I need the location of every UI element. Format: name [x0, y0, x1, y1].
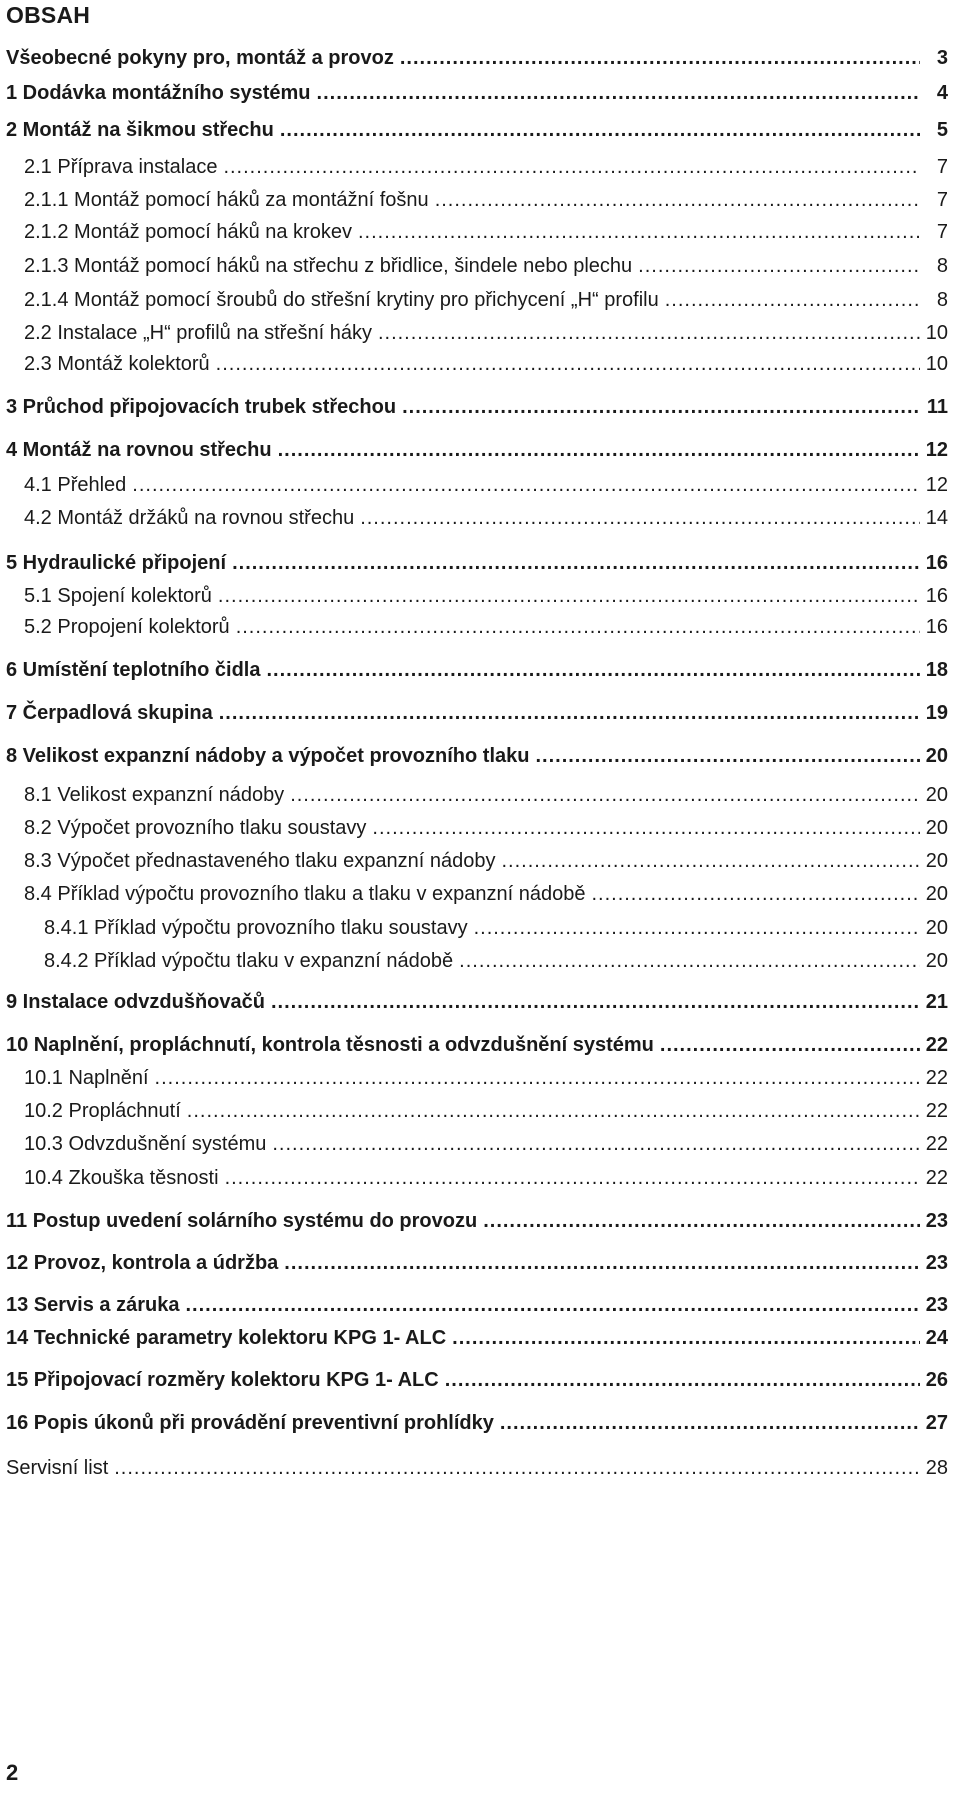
toc-dot-leader: [501, 847, 920, 875]
toc-dot-leader: [445, 1366, 920, 1394]
toc-entry-title: 6 Umístění teplotního čidla: [6, 659, 261, 681]
toc-entry-page: 20: [925, 917, 948, 939]
toc-dot-leader: [218, 582, 920, 610]
toc-entry[interactable]: [0, 286, 948, 314]
toc-entry-title: 5 Hydraulické připojení: [6, 552, 227, 574]
toc-entry[interactable]: [0, 582, 948, 610]
toc-dot-leader: [452, 1324, 920, 1352]
toc-entry-title: 14 Technické parametry kolektoru KPG 1- ALC: [6, 1327, 447, 1349]
toc-dot-leader: [474, 914, 920, 942]
toc-dot-leader: [223, 153, 920, 181]
toc-entry[interactable]: [0, 947, 948, 975]
toc-entry-page: 20: [925, 883, 948, 905]
toc-dot-leader: [358, 218, 920, 246]
toc-entry-title: 15 Připojovací rozměry kolektoru KPG 1- ALC: [6, 1369, 439, 1391]
toc-entry-page: 7: [936, 189, 948, 211]
toc-entry-page: 23: [925, 1210, 948, 1232]
toc-entry-title: 4.1 Přehled: [24, 474, 127, 496]
toc-dot-leader: [219, 699, 920, 727]
toc-entry-page: 7: [936, 156, 948, 178]
toc-entry-page: 10: [925, 322, 948, 344]
toc-entry-title: 2.1.3 Montáž pomocí háků na střechu z břidlice, šindele nebo plechu: [24, 255, 633, 277]
toc-entry[interactable]: [0, 393, 948, 421]
toc-entry-title: 8.4 Příklad výpočtu provozního tlaku a tlaku v expanzní nádobě: [24, 883, 586, 905]
toc-dot-leader: [155, 1064, 920, 1092]
toc-entry-page: 18: [925, 659, 948, 681]
toc-entry[interactable]: [0, 350, 948, 378]
toc-entry-page: 20: [925, 784, 948, 806]
toc-entry-page: 5: [936, 119, 948, 141]
toc-entry-page: 16: [925, 552, 948, 574]
toc-entry-page: 4: [936, 82, 948, 104]
toc-dot-leader: [665, 286, 920, 314]
toc-entry-page: 8: [936, 255, 948, 277]
toc-entry[interactable]: [0, 781, 948, 809]
toc-entry-page: 26: [925, 1369, 948, 1391]
toc-entry[interactable]: [0, 1454, 948, 1482]
toc-entry[interactable]: [0, 656, 948, 684]
toc-entry-title: 8.1 Velikost expanzní nádoby: [24, 784, 285, 806]
toc-dot-leader: [280, 116, 920, 144]
page-number: 2: [6, 1760, 19, 1785]
toc-dot-leader: [272, 1130, 920, 1158]
toc-entry-page: 22: [925, 1034, 948, 1056]
toc-entry-title: 8.4.2 Příklad výpočtu tlaku v expanzní nádobě: [44, 950, 454, 972]
toc-entry-page: 12: [925, 439, 948, 461]
toc-dot-leader: [232, 549, 920, 577]
toc-entry-title: Servisní list: [6, 1457, 109, 1479]
toc-entry-title: 8.3 Výpočet přednastaveného tlaku expanzní nádoby: [24, 850, 496, 872]
toc-entry-page: 16: [925, 585, 948, 607]
toc-dot-leader: [187, 1097, 920, 1125]
toc-entry-title: 3 Průchod připojovacích trubek střechou: [6, 396, 397, 418]
toc-dot-leader: [271, 988, 920, 1016]
toc-entry-title: 10 Naplnění, propláchnutí, kontrola těsnosti a odvzdušnění systému: [6, 1034, 654, 1056]
toc-dot-leader: [459, 947, 920, 975]
toc-entry-title: 16 Popis úkonů při provádění preventivní prohlídky: [6, 1412, 494, 1434]
toc-dot-leader: [400, 44, 920, 72]
toc-entry[interactable]: [0, 186, 948, 214]
toc-entry[interactable]: [0, 914, 948, 942]
toc-entry-page: 20: [925, 817, 948, 839]
toc-entry-title: 10.2 Propláchnutí: [24, 1100, 181, 1122]
toc-entry-title: 2.1.2 Montáž pomocí háků na krokev: [24, 221, 352, 243]
toc-entry-title: 2.1.1 Montáž pomocí háků za montážní fošnu: [24, 189, 429, 211]
toc-entry-page: 24: [925, 1327, 948, 1349]
toc-entry-page: 23: [925, 1294, 948, 1316]
toc-entry[interactable]: [0, 699, 948, 727]
toc-dot-leader: [435, 186, 920, 214]
toc-entry[interactable]: [0, 79, 948, 107]
toc-dot-leader: [535, 742, 920, 770]
toc-entry-page: 22: [925, 1133, 948, 1155]
toc-entry[interactable]: [0, 1097, 948, 1125]
toc-entry[interactable]: [0, 988, 948, 1016]
toc-entry-page: 23: [925, 1252, 948, 1274]
toc-entry-title: 2.1 Příprava instalace: [24, 156, 218, 178]
toc-entry-title: 2.3 Montáž kolektorů: [24, 353, 210, 375]
toc-entry[interactable]: [0, 1064, 948, 1092]
toc-entry-title: 8.4.1 Příklad výpočtu provozního tlaku soustavy: [44, 917, 468, 939]
toc-dot-leader: [317, 79, 920, 107]
toc-entry-page: 3: [936, 47, 948, 69]
toc-entry-page: 22: [925, 1100, 948, 1122]
toc-entry-page: 22: [925, 1167, 948, 1189]
toc-dot-leader: [278, 436, 920, 464]
toc-entry[interactable]: [0, 436, 948, 464]
toc-entry-title: 5.2 Propojení kolektorů: [24, 616, 230, 638]
toc-entry-page: 14: [925, 507, 948, 529]
toc-dot-leader: [483, 1207, 920, 1235]
toc-entry-title: 11 Postup uvedení solárního systému do provozu: [6, 1210, 478, 1232]
toc-dot-leader: [236, 613, 920, 641]
toc-entry-page: 21: [925, 991, 948, 1013]
toc-entry[interactable]: [0, 613, 948, 641]
toc-entry-title: 8 Velikost expanzní nádoby a výpočet provozního tlaku: [6, 745, 530, 767]
toc-entry[interactable]: [0, 1164, 948, 1192]
toc-entry-page: 20: [925, 950, 948, 972]
toc-entry-title: 10.4 Zkouška těsnosti: [24, 1167, 219, 1189]
toc-dot-leader: [500, 1409, 920, 1437]
toc-entry-title: 2 Montáž na šikmou střechu: [6, 119, 274, 141]
toc-entry-title: 10.1 Naplnění: [24, 1067, 149, 1089]
toc-dot-leader: [216, 350, 920, 378]
toc-entry-title: Všeobecné pokyny pro, montáž a provoz: [6, 47, 394, 69]
toc-dot-leader: [132, 471, 920, 499]
toc-entry-title: 1 Dodávka montážního systému: [6, 82, 311, 104]
toc-entry-title: 5.1 Spojení kolektorů: [24, 585, 212, 607]
toc-entry[interactable]: [0, 742, 948, 770]
toc-entry-page: 20: [925, 850, 948, 872]
toc-entry-title: 9 Instalace odvzdušňovačů: [6, 991, 265, 1013]
toc-entry-page: 22: [925, 1067, 948, 1089]
toc-entry[interactable]: [0, 1249, 948, 1277]
toc-entry-title: 13 Servis a záruka: [6, 1294, 180, 1316]
toc-entry[interactable]: [0, 504, 948, 532]
toc-entry-page: 7: [936, 221, 948, 243]
toc-dot-leader: [591, 880, 920, 908]
toc-entry-page: 19: [925, 702, 948, 724]
toc-entry-page: 8: [936, 289, 948, 311]
toc-entry[interactable]: [0, 1291, 948, 1319]
toc-entry-title: 12 Provoz, kontrola a údržba: [6, 1252, 279, 1274]
toc-entry-title: 2.2 Instalace „H“ profilů na střešní háky: [24, 322, 372, 344]
toc-dot-leader: [114, 1454, 920, 1482]
toc-dot-leader: [284, 1249, 920, 1277]
toc-entry[interactable]: [0, 218, 948, 246]
toc-entry[interactable]: [0, 153, 948, 181]
toc-dot-leader: [266, 656, 920, 684]
toc-entry-page: 20: [925, 745, 948, 767]
toc-entry-title: 4.2 Montáž držáků na rovnou střechu: [24, 507, 355, 529]
toc-entry[interactable]: [0, 471, 948, 499]
toc-entry[interactable]: [0, 549, 948, 577]
toc-entry[interactable]: [0, 1366, 948, 1394]
page-title: OBSAH: [6, 2, 91, 28]
toc-entry-title: 4 Montáž na rovnou střechu: [6, 439, 272, 461]
toc-entry[interactable]: [0, 814, 948, 842]
toc-dot-leader: [372, 814, 920, 842]
toc-entry[interactable]: [0, 1324, 948, 1352]
toc-entry-page: 10: [925, 353, 948, 375]
toc-entry-page: 12: [925, 474, 948, 496]
toc-dot-leader: [378, 319, 920, 347]
toc-entry[interactable]: [0, 252, 948, 280]
toc-dot-leader: [360, 504, 920, 532]
toc-entry-page: 27: [925, 1412, 948, 1434]
toc-entry-title: 8.2 Výpočet provozního tlaku soustavy: [24, 817, 367, 839]
toc-dot-leader: [638, 252, 920, 280]
toc-entry[interactable]: [0, 1130, 948, 1158]
toc-entry[interactable]: [0, 880, 948, 908]
toc-entry[interactable]: [0, 1207, 948, 1235]
toc-dot-leader: [185, 1291, 920, 1319]
toc-entry[interactable]: [0, 116, 948, 144]
toc-entry[interactable]: [0, 1409, 948, 1437]
toc-dot-leader: [402, 393, 920, 421]
toc-dot-leader: [660, 1031, 920, 1059]
toc-dot-leader: [290, 781, 920, 809]
toc-entry[interactable]: [0, 319, 948, 347]
toc-entry-page: 28: [925, 1457, 948, 1479]
toc-entry-page: 16: [925, 616, 948, 638]
toc-entry[interactable]: [0, 1031, 948, 1059]
toc-entry-title: 10.3 Odvzdušnění systému: [24, 1133, 267, 1155]
toc-entry[interactable]: [0, 44, 948, 72]
toc-entry[interactable]: [0, 847, 948, 875]
toc-entry-title: 2.1.4 Montáž pomocí šroubů do střešní krytiny pro přichycení „H“ profilu: [24, 289, 659, 311]
toc-dot-leader: [225, 1164, 920, 1192]
toc-entry-title: 7 Čerpadlová skupina: [6, 702, 213, 724]
toc-entry-page: 11: [926, 396, 948, 418]
